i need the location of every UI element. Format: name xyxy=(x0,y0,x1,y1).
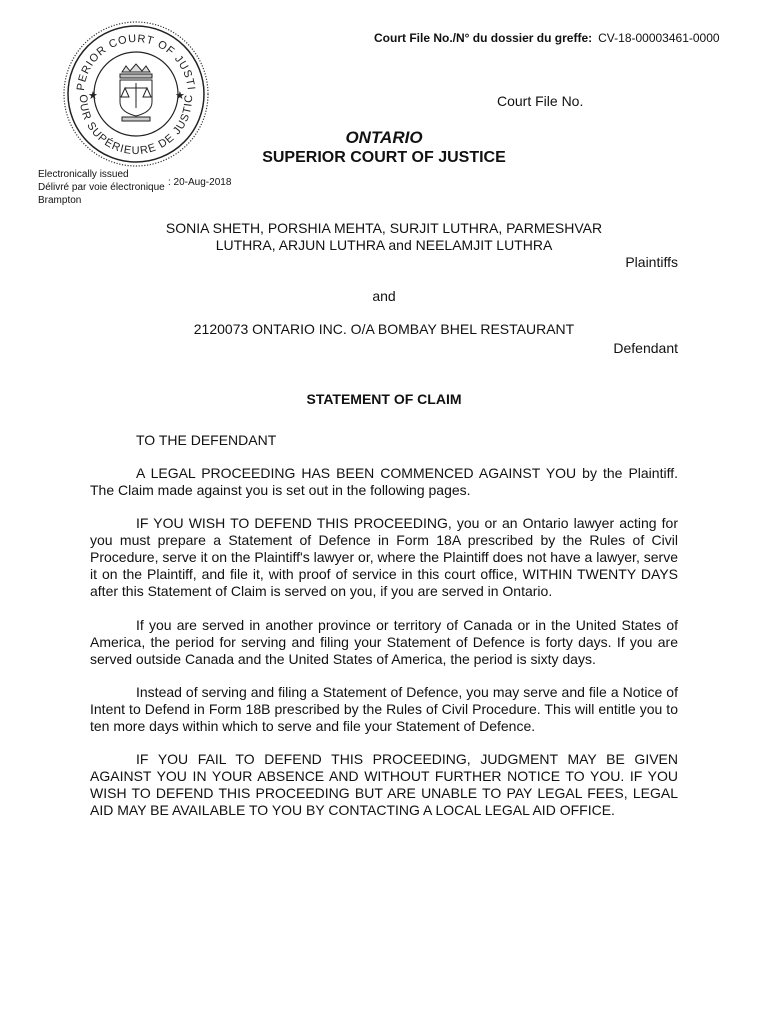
statement-of-claim-heading: STATEMENT OF CLAIM xyxy=(306,391,462,407)
svg-text:★: ★ xyxy=(175,90,185,102)
issuance-line-2: Délivré par voie électronique xyxy=(38,182,165,193)
plaintiffs-line-1: SONIA SHETH, PORSHIA MEHTA, SURJIT LUTHRA, PARMESHVAR xyxy=(165,220,603,236)
paragraph-5-text: IF YOU FAIL TO DEFEND THIS PROCEEDING, JUDGMENT MAY BE GIVEN AGAINST YOU IN YOUR ABSENCE AND WITHOUT FURTHER NOTICE TO YOU. IF YOU WISH TO DEFEND THIS PROCEEDING BUT ARE UNABLE TO PAY LEGAL FEES, LEGAL AID MAY BE AVAILABLE TO YOU BY CONTACTING A LOCAL LEGAL AID OFFICE. xyxy=(90,751,678,818)
paragraph-1-text: A LEGAL PROCEEDING HAS BEEN COMMENCED AGAINST YOU by the Plaintiff. The Claim made against you is set out in the following pages. xyxy=(90,465,678,498)
defendant-name: 2120073 ONTARIO INC. O/A BOMBAY BHEL RESTAURANT xyxy=(193,321,575,337)
paragraph-4-text: Instead of serving and filing a Statement of Defence, you may serve and file a Notice of Intent to Defend in Form 18B prescribed by the Rules of Civil Procedure. This will entitle you to ten more days within which to serve and file your Statement of Defence. xyxy=(90,684,678,734)
issuance-block xyxy=(38,168,165,207)
svg-text:★: ★ xyxy=(88,90,98,102)
issuance-line-1: Electronically issued xyxy=(38,169,129,180)
court-file-number-header xyxy=(374,31,720,45)
court-file-number: CV-18-00003461-0000 xyxy=(598,31,720,45)
paragraph-1 xyxy=(90,465,678,499)
to-defendant: TO THE DEFENDANT xyxy=(136,432,277,448)
plaintiffs-role: Plaintiffs xyxy=(625,254,678,270)
issuance-date: : 20-Aug-2018 xyxy=(168,177,232,188)
paragraph-5 xyxy=(90,751,678,819)
province-title: ONTARIO xyxy=(345,128,423,147)
paragraph-3-text: If you are served in another province or territory of Canada or in the United States of America, the period for serving and filing your Statement of Defence is forty days. If you are served outside Canada and the United States of America, the period is sixty days. xyxy=(90,617,678,667)
paragraph-2 xyxy=(90,515,678,600)
paragraph-2-text: IF YOU WISH TO DEFEND THIS PROCEEDING, you or an Ontario lawyer acting for you must prepare a Statement of Defence in Form 18A prescribed by the Rules of Civil Procedure, serve it on the Plaintiff's lawyer or, where the Plaintiff does not have a lawyer, serve it on the Plaintiff, and file it, with proof of service in this court office, WITHIN TWENTY DAYS after this Statement of Claim is served on you, if you are served in Ontario. xyxy=(90,515,678,599)
paragraph-4 xyxy=(90,684,678,735)
court-file-label: Court File No./N° du dossier du greffe: xyxy=(374,31,593,45)
plaintiffs-line-2: LUTHRA, ARJUN LUTHRA and NEELAMJIT LUTHRA xyxy=(215,237,553,253)
svg-text:COUR SUPÉRIEURE DE JUSTICE: OUR SUPÉRIEURE DE JUSTIC xyxy=(76,93,196,158)
plaintiff-names xyxy=(0,220,768,254)
court-file-no-label: Court File No. xyxy=(497,93,584,109)
and-separator: and xyxy=(372,288,396,304)
court-title: SUPERIOR COURT OF JUSTICE xyxy=(262,149,506,166)
paragraph-3 xyxy=(90,617,678,668)
svg-text:SUPERIOR COURT OF JUSTICE: PERIOR COURT OF JUSTI xyxy=(75,32,197,92)
issuance-line-3: Brampton xyxy=(38,195,82,206)
defendant-role: Defendant xyxy=(613,340,678,356)
